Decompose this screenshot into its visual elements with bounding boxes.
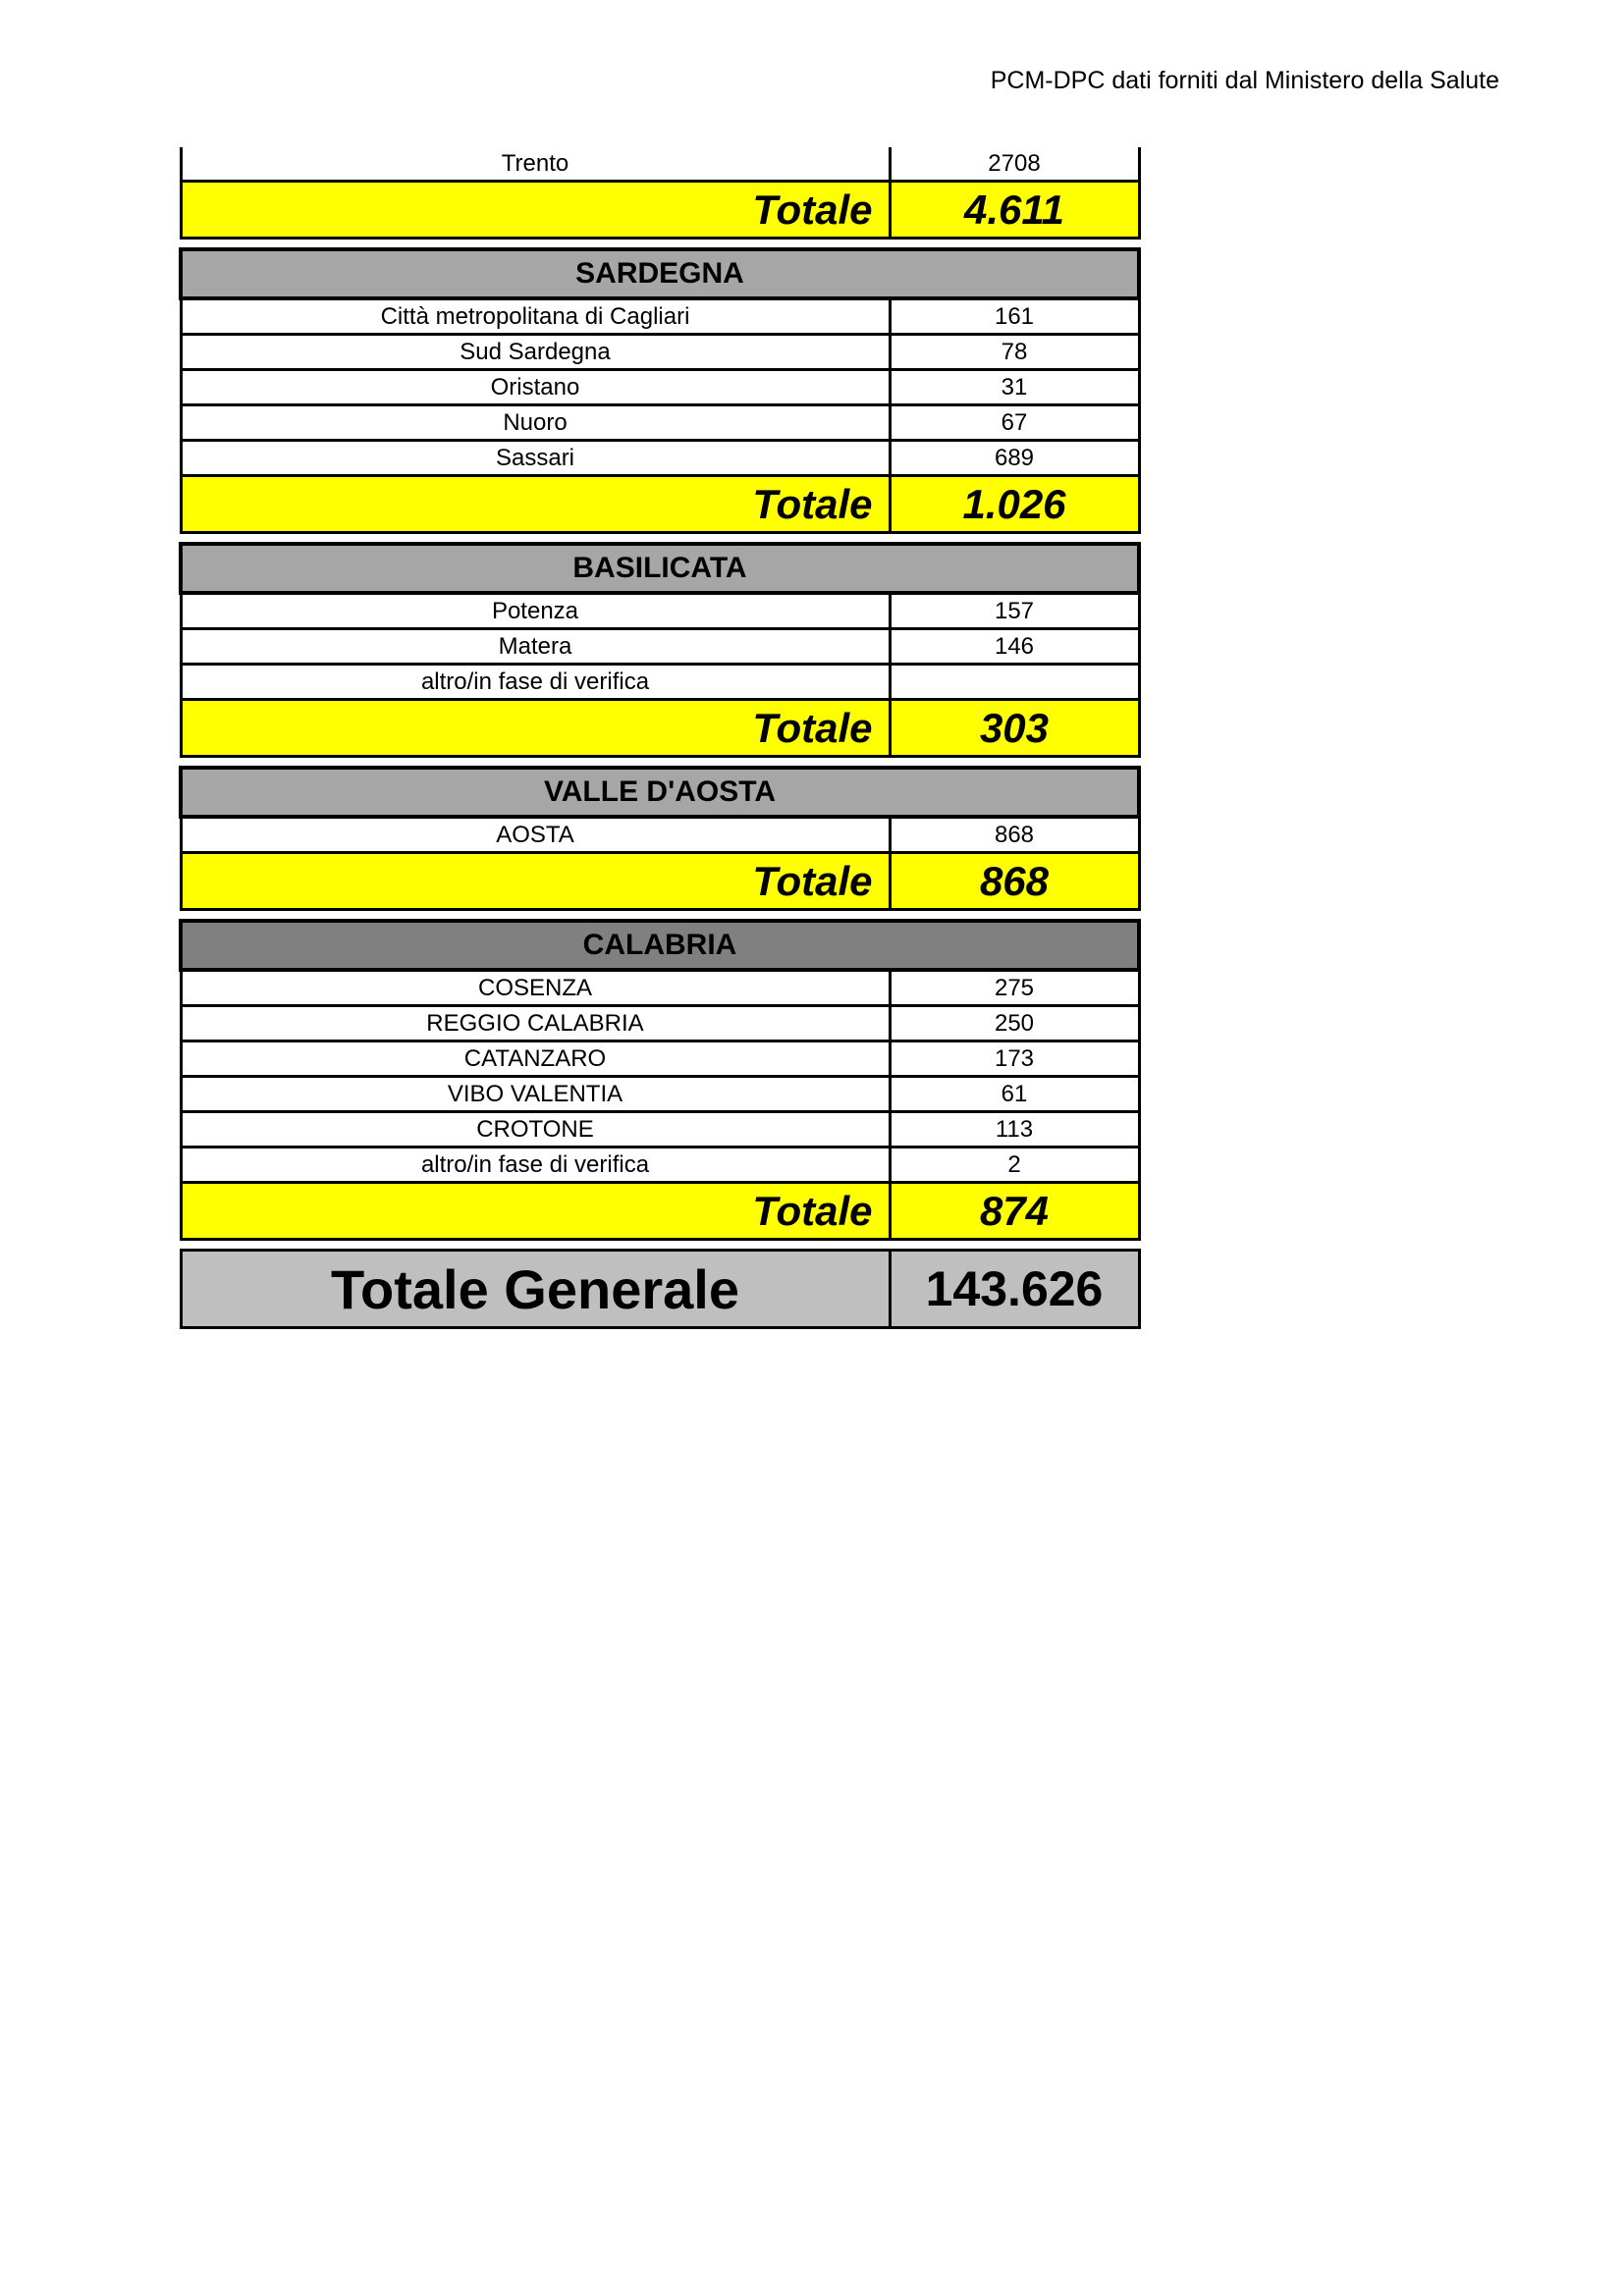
table-row [181,1006,1139,1041]
table-row [181,335,1139,370]
total-value: 874 [890,1183,1139,1240]
table-row [181,405,1139,441]
province-value: 173 [890,1041,1139,1077]
total-value: 1.026 [890,476,1139,533]
total-value: 303 [890,700,1139,757]
province-value: 146 [890,629,1139,665]
province-name: AOSTA [181,817,890,853]
total-row [181,182,1139,239]
province-name: altro/in fase di verifica [181,665,890,700]
region-header [181,768,1139,817]
table-row [181,1041,1139,1077]
province-name: altro/in fase di verifica [181,1148,890,1183]
province-value: 161 [890,298,1139,335]
province-name: Sassari [181,441,890,476]
province-name: Nuoro [181,405,890,441]
total-label: Totale [181,1183,890,1240]
province-value: 157 [890,593,1139,629]
province-name: Trento [181,147,890,182]
table-row [181,441,1139,476]
total-row [181,853,1139,910]
total-label: Totale [181,853,890,910]
province-value: 31 [890,370,1139,405]
province-value: 2708 [890,147,1139,182]
province-name: Sud Sardegna [181,335,890,370]
province-value: 868 [890,817,1139,853]
total-label: Totale [181,476,890,533]
province-value: 2 [890,1148,1139,1183]
total-value: 4.611 [890,182,1139,239]
table-row [181,1148,1139,1183]
table-row [181,817,1139,853]
province-name: Oristano [181,370,890,405]
province-name: Città metropolitana di Cagliari [181,298,890,335]
grand-total-value: 143.626 [890,1251,1139,1328]
region-header [181,921,1139,970]
total-row [181,1183,1139,1240]
province-table [179,147,1141,1329]
region-title: BASILICATA [181,544,1139,593]
table-row [181,370,1139,405]
province-value: 67 [890,405,1139,441]
region-header [181,544,1139,593]
region-header [181,249,1139,298]
region-title: CALABRIA [181,921,1139,970]
province-value: 275 [890,970,1139,1006]
province-value: 113 [890,1112,1139,1148]
province-name: Potenza [181,593,890,629]
table-row [181,593,1139,629]
province-name: VIBO VALENTIA [181,1077,890,1112]
table-row [181,1112,1139,1148]
table-row [181,147,1139,182]
table-row [181,970,1139,1006]
province-name: REGGIO CALABRIA [181,1006,890,1041]
province-value: 61 [890,1077,1139,1112]
province-name: Matera [181,629,890,665]
province-name: CROTONE [181,1112,890,1148]
table-row [181,1077,1139,1112]
grand-total-row [181,1251,1139,1328]
region-title: VALLE D'AOSTA [181,768,1139,817]
province-value: 689 [890,441,1139,476]
province-value: 250 [890,1006,1139,1041]
region-title: SARDEGNA [181,249,1139,298]
table-row [181,665,1139,700]
table-row [181,629,1139,665]
table-row [181,298,1139,335]
total-row [181,700,1139,757]
province-value: 78 [890,335,1139,370]
total-value: 868 [890,853,1139,910]
total-label: Totale [181,700,890,757]
province-name: CATANZARO [181,1041,890,1077]
cases-table [179,147,1137,1329]
total-label: Totale [181,182,890,239]
header-note: PCM-DPC dati forniti dal Ministero della Salute [990,67,1499,94]
grand-total-label: Totale Generale [181,1251,890,1328]
province-value [890,665,1139,700]
province-name: COSENZA [181,970,890,1006]
total-row [181,476,1139,533]
